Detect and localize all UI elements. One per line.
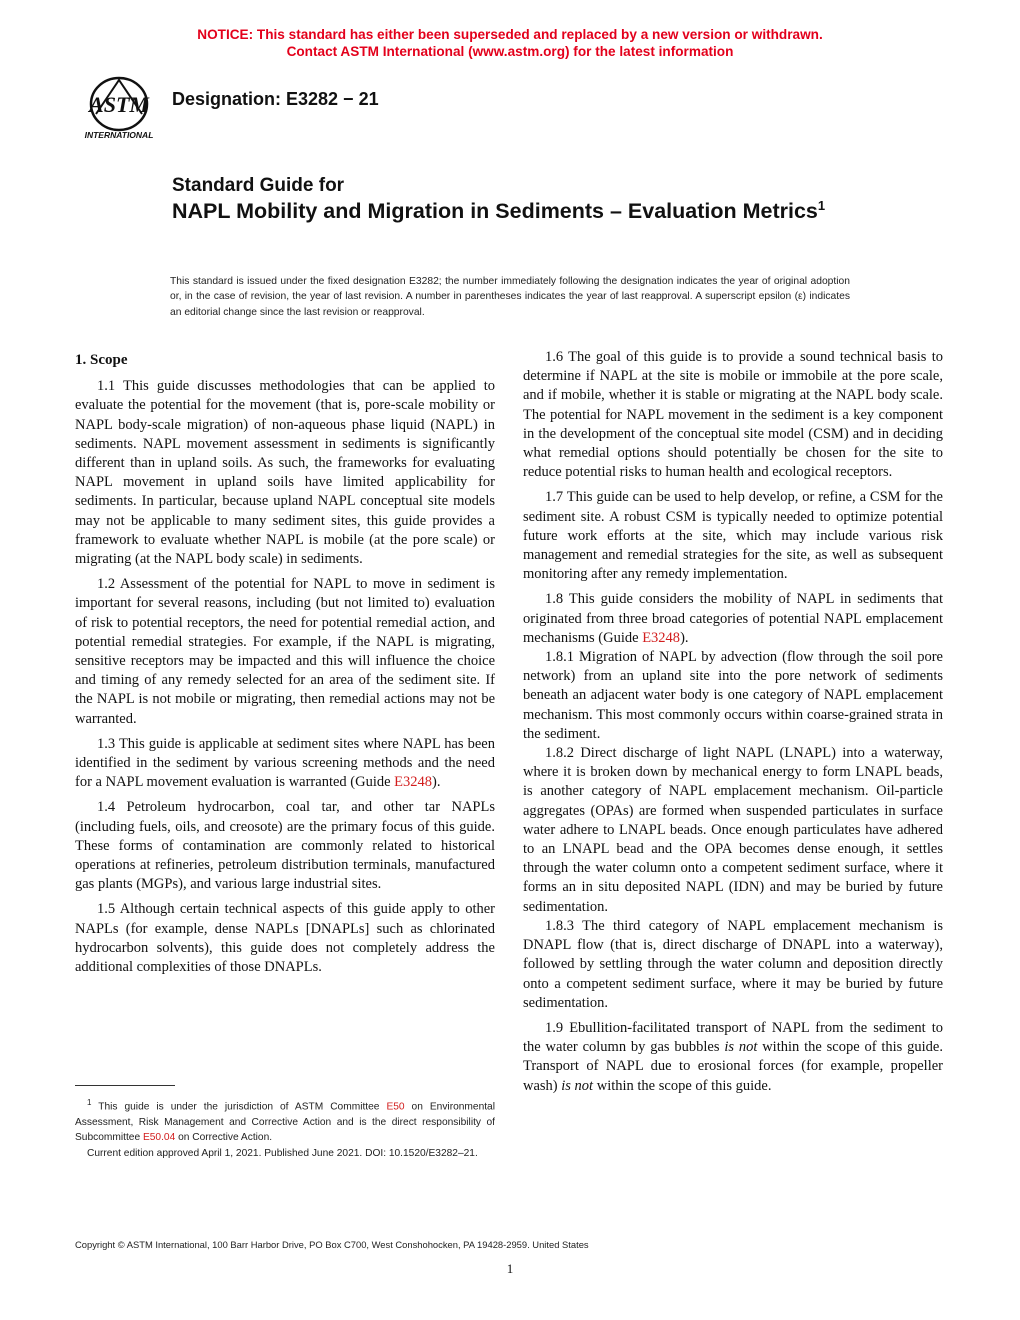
subcommittee-e50-04-link[interactable]: E50.04 [142, 1132, 176, 1144]
paragraph-1-9-text-c: within the scope of this guide. [593, 1077, 772, 1094]
footnote-text-a: This guide is under the jurisdiction of ASTM Committee [91, 1101, 387, 1113]
astm-logo-mark [74, 74, 164, 144]
paragraph-1-8-2: 1.8.2 Direct discharge of light NAPL (LNAPL) into a waterway, where it is broken down by mechanical energy to form LNAPL beads, is another category of NAPL emplacement mechanism. Oil-particle aggregates (OPAs) are formed when suspended particulates in surface water adhere to LNAPL beads. Once enough particulates have adhered to an LNAPL bead and the OPA becomes dense enough, it settles through the water column onto a competent sediment surface, where it forms an in situ deposited NAPL (IDN) and may be buried by future sedimentation. [523, 745, 943, 915]
paragraph-1-7: 1.7 This guide can be used to help develop, or refine, a CSM for the sediment site. A robust CSM is typically needed to optimize potential future work efforts at the site, which may include various risk management and remedial strategies for the site, as well as subsequent monitoring after any remedy implementation. [523, 489, 943, 583]
guide-e3248-link[interactable]: E3248 [642, 629, 681, 646]
paragraph-1-9-emphasis-2: is not [561, 1077, 594, 1094]
footnote-edition: Current edition approved April 1, 2021. Published June 2021. DOI: 10.1520/E3282–21. [87, 1147, 478, 1159]
document-title [172, 174, 872, 224]
right-column [523, 348, 943, 1102]
paragraph-1-1: 1.1 This guide discusses methodologies that can be applied to evaluate the potential for the movement (that is, pore-scale mobility or NAPL body-scale migration) of non-aqueous phase liquid (NAPL) in sediments. NAPL movement assessment in sediments is significantly different than in upland soils. As such, the frameworks for evaluating NAPL movement in upland soils have limited applicability for sediments. In particular, because upland NAPL conceptual site models may not be applicable to many sediment sites, this guide provides a framework to evaluate whether NAPL is mobile (at the pore scale) or migrating (at the NAPL body scale) in sediments. [75, 378, 495, 568]
paragraph-1-9-emphasis-1: is not [724, 1039, 758, 1056]
left-column [75, 348, 495, 983]
paragraph-1-6: 1.6 The goal of this guide is to provide a sound technical basis to determine if NAPL at the site is mobile or immobile at the pore scale, and if mobile, whether it is stable or migrating at the NAPL body scale. The potential for NAPL movement in the sediment is a key component in the development of the conceptual site model (CSM) and in deciding what remedial options should potentially be chosen for the site to reduce potential risks to human health and ecological receptors. [523, 349, 943, 481]
paragraph-1-3-text: 1.3 This guide is applicable at sediment sites where NAPL has been identified in the sediment by various screening methods and the need for a NAPL movement evaluation is warranted (Guide [75, 735, 495, 791]
title-prefix: Standard Guide for [172, 175, 345, 196]
committee-e50-link[interactable]: E50 [386, 1101, 405, 1113]
page-number: 1 [506, 1261, 514, 1276]
astm-logo [74, 74, 164, 144]
supersede-notice [0, 26, 1020, 60]
paragraph-1-2: 1.2 Assessment of the potential for NAPL to move in sediment is important for several reasons, including (but not limited to) evaluation of risk to potential receptors, the need for potential remedial action, and potential remedial strategies. For example, if the NAPL is migrating, sensitive receptors may be impacted and this will influence the choice and timing of any remedy selected for an area of the sediment site. If the NAPL is not mobile or migrating, then remedial actions may not be warranted. [75, 576, 495, 727]
footnote-text-b: on Environmental Assessment, Risk Management and Corrective Action and is the direct responsibility of Subcommittee [75, 1101, 495, 1144]
paragraph-1-8 [523, 590, 943, 648]
footnote-mark: 1 [87, 1098, 92, 1107]
paragraph-1-3 [75, 735, 495, 793]
title-footnote-mark[interactable]: 1 [817, 197, 826, 213]
guide-e3248-link[interactable]: E3248 [394, 774, 433, 791]
paragraph-1-9 [523, 1019, 943, 1096]
logo-caption: INTERNATIONAL [84, 130, 154, 140]
paragraph-1-4: 1.4 Petroleum hydrocarbon, coal tar, and other tar NAPLs (including fuels, oils, and creosote) are the primary focus of this guide. These forms of contamination are commonly related to historical operations at refineries, petroleum distribution terminals, manufactured gas plants (MGPs), and various large industrial sites. [75, 799, 495, 893]
paragraph-1-8-3: 1.8.3 The third category of NAPL emplacement mechanism is DNAPL flow (that is, direct discharge of DNAPL into a waterway), followed by settling through the water column and deposition directly onto a competent sediment surface, where it may be buried by future sedimentation. [523, 917, 943, 1011]
footnote-text-c: on Corrective Action. [175, 1132, 273, 1144]
footnote-divider [75, 1085, 175, 1086]
title-main [172, 198, 872, 224]
paragraph-1-8-text: 1.8 This guide considers the mobility of NAPL in sediments that originated from three broad categories of potential NAPL emplacement mechanisms (Guide [523, 591, 943, 646]
paragraph-1-9-text-b: within the scope of this guide. Transport of NAPL due to erosional forces (for example, propeller wash) [523, 1039, 943, 1094]
scope-heading: 1. Scope [75, 352, 128, 368]
notice-line-2: Contact ASTM International (www.astm.org) for the latest information [286, 44, 734, 59]
issue-note: This standard is issued under the fixed designation E3282; the number immediately following the designation indicates the year of original adoption or, in the case of revision, the year of last revision. A number in parentheses indicates the year of last reapproval. A superscript epsilon (ε) indicates an editorial change since the last revision or reapproval. [170, 276, 850, 318]
paragraph-1-8-end: ). [680, 629, 689, 646]
paragraph-1-8-1: 1.8.1 Migration of NAPL by advection (flow through the soil pore network) from an upland site into the pore network of sediments beneath an adjacent water body is one category of NAPL emplacement mechanism. This most commonly occurs within coarse-grained strata in the sediment. [523, 649, 943, 742]
title-text: NAPL Mobility and Migration in Sediments – Evaluation Metrics [172, 199, 818, 223]
paragraph-1-9-text-a: 1.9 Ebullition-facilitated transport of NAPL from the sediment to the water column by gas bubbles [523, 1019, 943, 1056]
paragraph-1-5: 1.5 Although certain technical aspects of this guide apply to other NAPLs (for example, dense NAPLs [DNAPLs] such as chlorinated hydrocarbon solvents), this guide does not completely address the additional complexities of those DNAPLs. [75, 901, 495, 976]
designation: Designation: E3282 − 21 [172, 89, 379, 109]
footnote [75, 1095, 495, 1161]
paragraph-1-3-end: ). [432, 774, 441, 791]
copyright-line: Copyright © ASTM International, 100 Barr Harbor Drive, PO Box C700, West Conshohocken, PA 19428-2959. United States [75, 1239, 589, 1250]
footnote-jurisdiction [75, 1095, 495, 1146]
logo-letters: ASTM [89, 92, 149, 117]
notice-line-1: NOTICE: This standard has either been superseded and replaced by a new version or withdrawn. [197, 27, 823, 42]
